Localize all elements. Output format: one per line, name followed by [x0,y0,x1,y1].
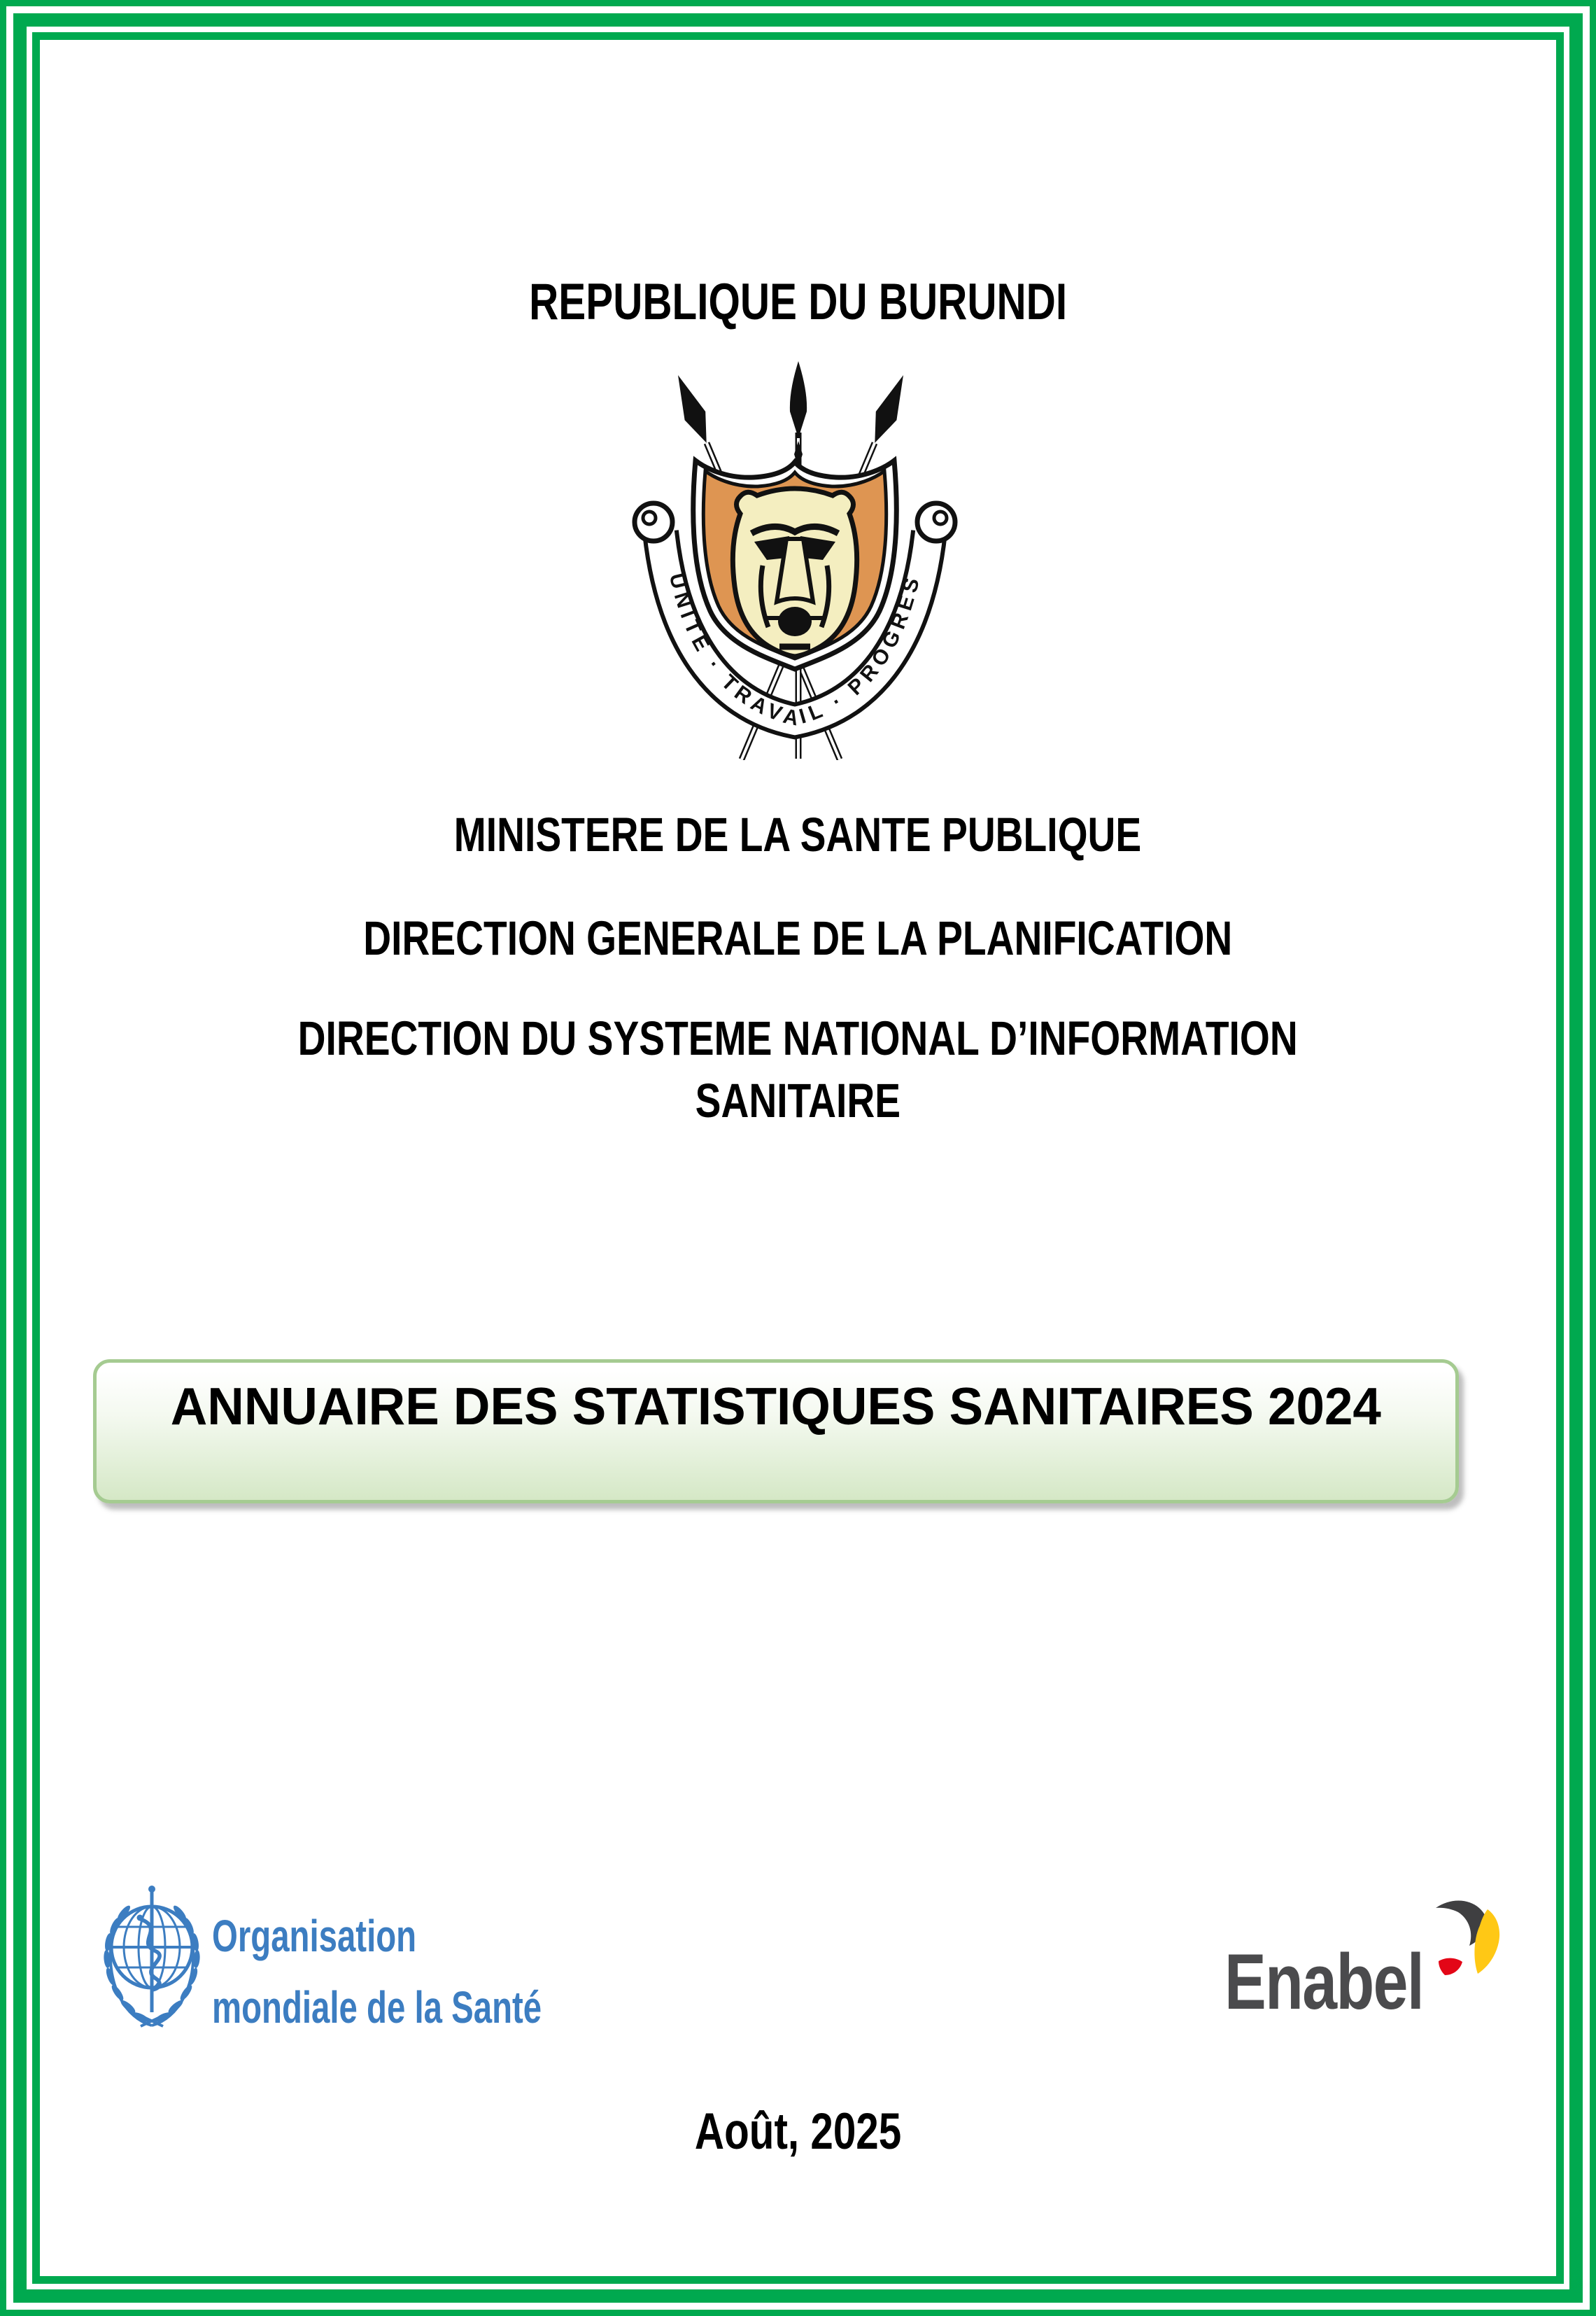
country-title [0,276,1596,328]
motto-text: UNITE · TRAVAIL · PROGRES [664,570,926,732]
direction-snis-line1-text: DIRECTION DU SYSTEME NATIONAL D’INFORMATION [297,1011,1299,1065]
who-logo [96,1881,542,2056]
ministry-title-text: MINISTERE DE LA SANTE PUBLIQUE [454,808,1142,862]
title-banner [93,1359,1459,1503]
publication-date [0,2103,1596,2160]
lion-face-icon [733,489,856,657]
direction-generale-text: DIRECTION GENERALE DE LA PLANIFICATION [363,911,1233,965]
direction-snis-line2 [0,1074,1596,1128]
direction-snis-line2-text: SANITAIRE [695,1074,901,1128]
direction-generale-title [0,911,1596,965]
ministry-title [0,808,1596,862]
report-title: ANNUAIRE DES STATISTIQUES SANITAIRES 2024 [170,1377,1382,1436]
who-wordmark [212,1900,542,2043]
who-wordmark-line1: Organisation [212,1911,417,1961]
enabel-mark-icon [1433,1897,1503,1981]
direction-snis-line1 [0,1011,1596,1065]
publication-date-text: Août, 2025 [694,2103,902,2160]
burundi-coat-of-arms-icon [596,356,1001,760]
country-title-text: REPUBLIQUE DU BURUNDI [529,274,1067,330]
enabel-wordmark: Enabel [1224,1938,1424,2026]
enabel-logo [1224,1890,1518,2030]
who-wordmark-line2: mondiale de la Santé [212,1982,542,2033]
who-globe-icon [96,1881,208,2037]
